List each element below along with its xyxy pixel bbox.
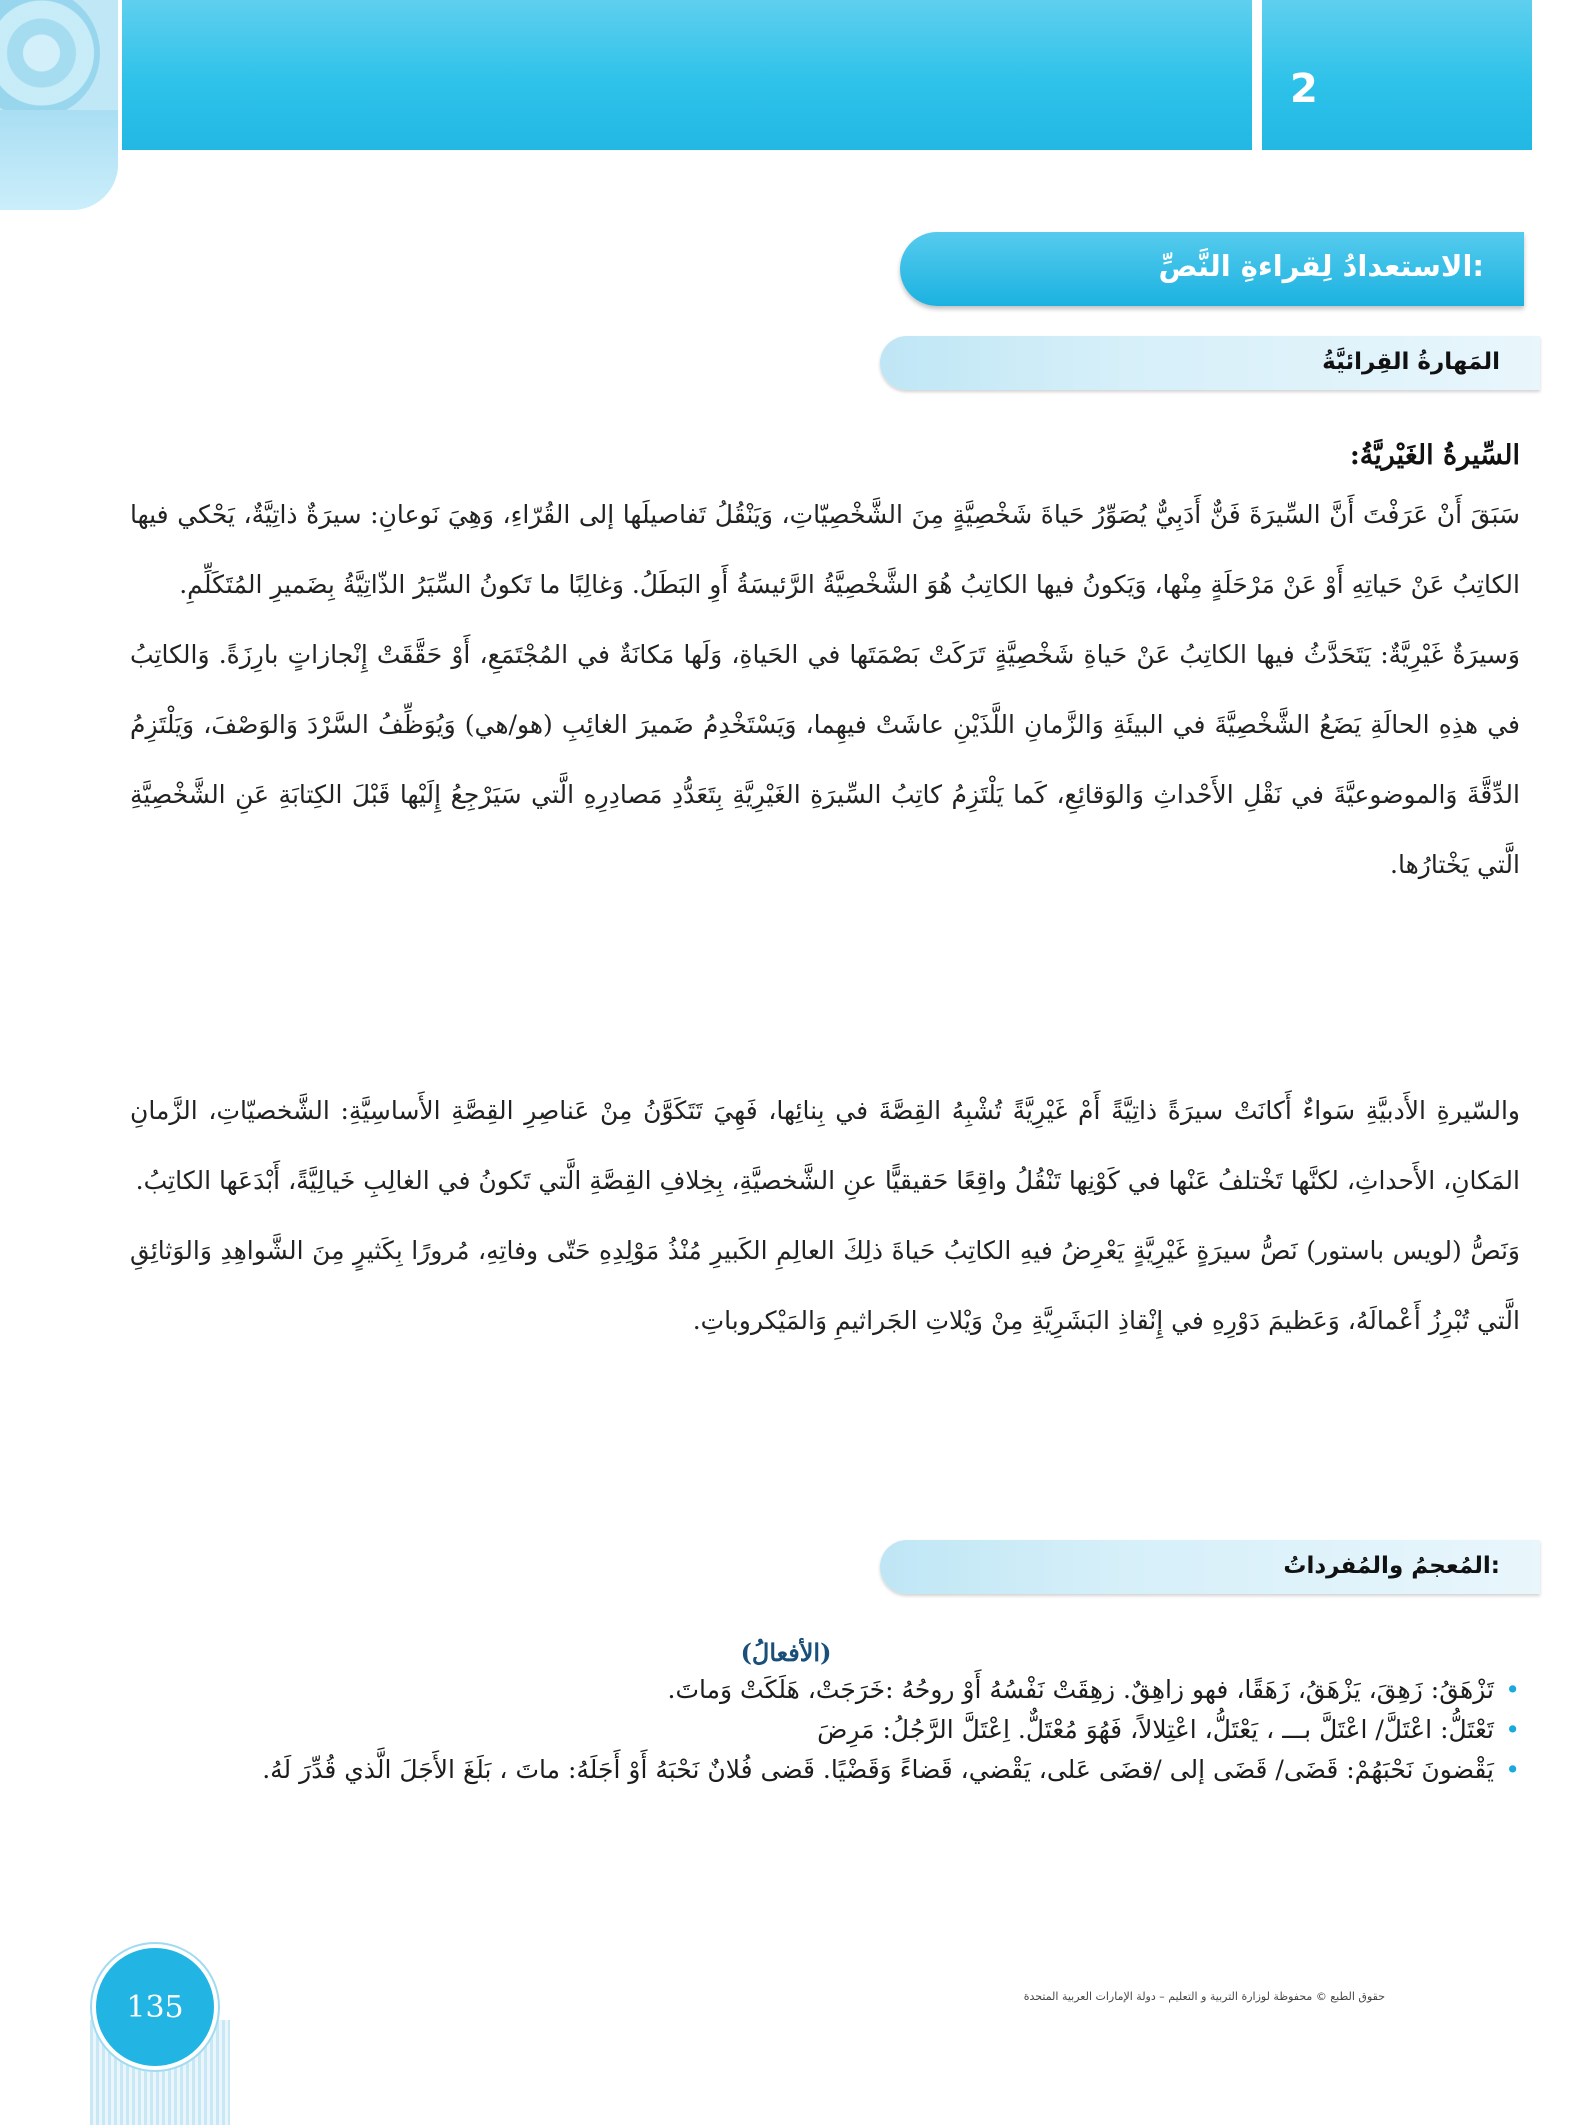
vocabulary-item [200,1710,1520,1750]
copyright-notice: حقوق الطبع © محفوظة لوزارة التربية و التعليم – دولة الإمارات العربية المتحدة [1023,1990,1385,2003]
section-title-bar [900,232,1524,306]
decorative-haze [0,110,118,210]
header-divider [1252,0,1262,150]
paragraph-other-biography: وَسيرَةٌ غَيْرِيَّةٌ: يَتَحَدَّثُ فيها الكاتِبُ عَنْ حَياةِ شَخْصِيَّةٍ تَرَكَتْ بَصْمَتَها في الحَياةِ، وَلَها مَكانَةٌ في المُجْتَمَعِ، أَوْ حَقَّقَتْ إِنْجازاتٍ بارِزَةً. وَالكاتِبُ في هذِهِ الحالَةِ يَضَعُ الشَّخْصِيَّةَ في البيئَةِ وَالزَّمانِ اللَّذَيْنِ عاشَتْ فيهِما، وَيَسْتَخْدِمُ ضَميرَ الغائِبِ (هو/هي) وَيُوَظِّفُ السَّرْدَ وَالوَصْفَ، وَيَلْتَزِمُ الدِّقَّةَ وَالموضوعيَّةَ في نَقْلِ الأَحْداثِ وَالوَقائِعِ، كَما يَلْتَزِمُ كاتِبُ السِّيرَةِ الغَيْرِيَّةِ بِتَعَدُّدِ مَصادِرِهِ الَّتي سَيَرْجِعُ إِلَيْها قَبْلَ الكِتابَةِ عَنِ الشَّخْصِيَّةِ الَّتي يَخْتارُها. [130,640,1520,879]
vocabulary-category: (الأفعالُ) [740,1638,832,1667]
reading-skill-bar [880,336,1540,390]
vocabulary-item [200,1750,1520,1790]
body-text-2 [130,1076,1520,1356]
reading-skill-title: المَهارةُ القِرائيَّةُ [1322,349,1500,375]
corner-decoration [0,0,118,210]
dictionary-bar [880,1540,1540,1594]
bullet-icon: • [1505,1715,1520,1744]
vocabulary-list [200,1670,1520,1790]
page-number-badge [92,1944,218,2070]
paragraph-literary-biography: والسّيرةِ الأَدبيَّةِ سَواءٌ أَكانَتْ سيرَةً ذاتِيَّةً أَمْ غَيْرِيَّةً تُشْبِهُ القِصَّةَ في بِنائِها، فَهِيَ تَتَكَوَّنُ مِنْ عَناصِرِ القِصَّةِ الأَساسِيَّةِ: الشَّخصيّاتِ، الزَّمانِ المَكانِ، الأَحداثِ، لكنَّها تَخْتلفُ عَنْها في كَوْنِها تَنْقُلُ واقِعًا حَقيقيًّا عنِ الشَّخصيَّةِ، بِخِلافِ القِصَّةِ الَّتي تَكونُ في الغالِبِ خَيالِيَّةً، أَبْدَعَها الكاتِبُ. [130,1096,1520,1195]
bullet-icon: • [1505,1755,1520,1784]
paragraph-pasteur-text: وَنَصُّ (لويس باستور) نَصُّ سيرَةٍ غَيْرِيَّةٍ يَعْرِضُ فيهِ الكاتِبُ حَياةَ ذلِكَ العالِمِ الكَبيرِ مُنْذُ مَوْلِدِهِ حَتّى وفاتِهِ، مُرورًا بِكَثيرٍ مِنَ الشَّواهِدِ وَالوَثائِقِ الَّتي تُبْرِزُ أَعْمالَهُ، وَعَظيمَ دَوْرِهِ في إِنْقاذِ البَشَرِيَّةِ مِنْ وَيْلاتِ الجَراثيمِ وَالمَيْكروباتِ. [130,1236,1520,1335]
page-number: 135 [126,1989,184,2025]
decorative-swirl [0,0,100,118]
section-title: الاستعدادُ لِقراءةِ النَّصِّ: [1158,249,1484,283]
vocabulary-item [200,1670,1520,1710]
bullet-icon: • [1505,1675,1520,1704]
paragraph-types-of-biography: سَبَقَ أَنْ عَرَفْتَ أَنَّ السِّيرَةَ فَنٌّ أَدَبِيٌّ يُصَوِّرُ حَياةَ شَخْصِيَّةٍ مِنَ الشَّخْصِيّاتِ، وَيَنْقُلُ تَفاصيلَها إلى القُرّاءِ، وَهِيَ نَوعانِ: سيرَةٌ ذاتِيَّةٌ، يَحْكي فيها الكاتِبُ عَنْ حَياتِهِ أَوْ عَنْ مَرْحَلَةٍ مِنْها، وَيَكونُ فيها الكاتِبُ هُوَ الشَّخْصِيَّةُ الرَّئيسَةُ أَوِ البَطَلُ. وَغالِبًا ما تَكونُ السِّيَرُ الذّاتِيَّةُ بِضَميرِ المُتَكَلِّمِ. [130,500,1521,599]
dictionary-title: المُعجمُ والمُفرداتُ: [1283,1553,1500,1579]
body-text-1 [130,480,1520,900]
unit-number: 2 [1290,66,1318,112]
biography-subheading: السِّيرةُ الغَيْريَّةُ: [1349,440,1520,471]
vocabulary-entry: يَقْضونَ نَحْبَهُمْ: قَضَى/ قَضَى إلى /قضَى عَلى، يَقْضي، قَضاءً وَقَضْيًا. قَضى فُلانٌ نَحْبَهُ أَوْ أَجَلَهُ: ماتَ ، بَلَغَ الأَجَلَ الَّذي قُدِّرَ لَهُ. [262,1755,1494,1784]
vocabulary-entry: تَعْتَلُّ: اعْتَلَّ/ اعْتَلَّ بـــ ، يَعْتَلُّ، اعْتِلالاً، فَهُوَ مُعْتَلٌّ. اِعْتَلَّ الرَّجُلُ: مَرِضَ [817,1715,1494,1744]
vocabulary-entry: تَزْهَقُ: زَهِقَ، يَزْهَقُ، زَهَقًا، فهو زاهِقٌ. زهِقَتْ نَفْسُهُ أَوْ روحُهُ :خَرَجَتْ، هَلَكَتْ وَماتَ. [667,1675,1494,1704]
header-band [122,0,1252,150]
